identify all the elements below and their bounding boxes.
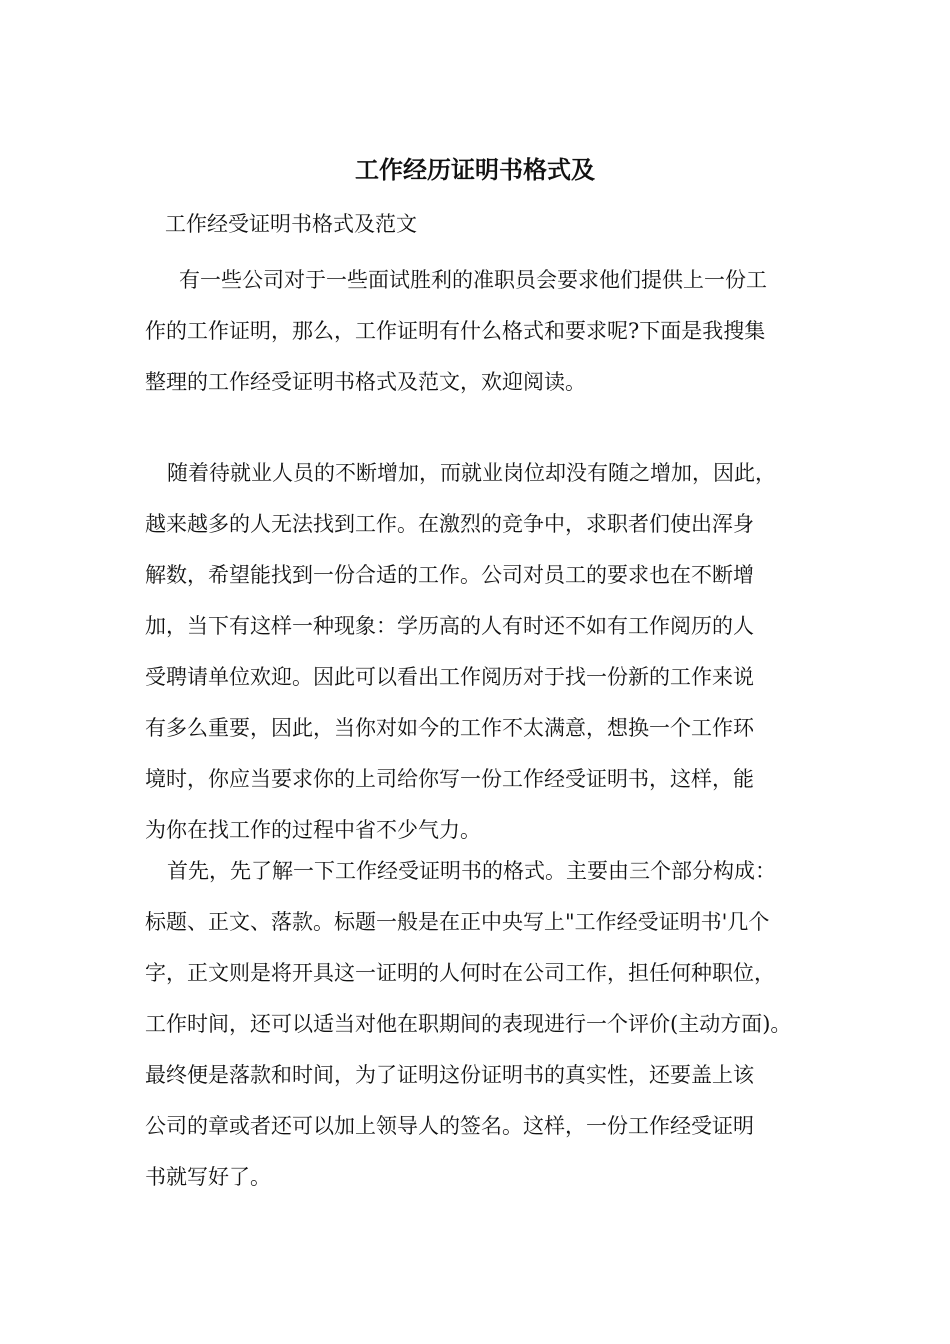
paragraph-line: 受聘请单位欢迎。因此可以看出工作阅历对于找一份新的工作来说 [145,665,754,689]
paragraph-line: 最终便是落款和时间，为了证明这份证明书的真实性，还要盖上该 [145,1063,754,1087]
paragraph-line: 公司的章或者还可以加上领导人的签名。这样，一份工作经受证明 [145,1114,754,1138]
paragraph-line: 作的工作证明，那么，工作证明有什么格式和要求呢?下面是我搜集 [145,319,766,343]
paragraph-line: 首先，先了解一下工作经受证明书的格式。主要由三个部分构成： [167,859,776,883]
paragraph-line: 整理的工作经受证明书格式及范文，欢迎阅读。 [145,370,586,394]
paragraph-line: 加，当下有这样一种现象：学历高的人有时还不如有工作阅历的人 [145,614,754,638]
paragraph-line: 标题、正文、落款。标题一般是在正中央写上"工作经受证明书'几个 [145,910,770,934]
paragraph-line: 有多么重要，因此，当你对如今的工作不太满意，想换一个工作环 [145,716,754,740]
paragraph-format [145,846,825,1203]
paragraph-line: 为你在找工作的过程中省不少气力。 [145,818,481,842]
paragraph-intro [145,255,825,408]
paragraph-line: 随着待就业人员的不断增加，而就业岗位却没有随之增加，因此， [167,461,776,485]
paragraph-line: 工作时间，还可以适当对他在职期间的表现进行一个评价(主动方面)。 [145,1012,792,1036]
paragraph-background [145,448,825,856]
paragraph-line: 书就写好了。 [145,1165,271,1189]
paragraph-line: 字，正文则是将开具这一证明的人何时在公司工作，担任何种职位， [145,961,775,985]
paragraph-line: 有一些公司对于一些面试胜利的准职员会要求他们提供上一份工 [179,268,767,292]
document-subtitle: 工作经受证明书格式及范文 [165,212,417,236]
paragraph-line: 越来越多的人无法找到工作。在激烈的竞争中，求职者们使出浑身 [145,512,754,536]
document-title: 工作经历证明书格式及 [355,155,595,184]
paragraph-line: 境时，你应当要求你的上司给你写一份工作经受证明书，这样，能 [145,767,754,791]
paragraph-line: 解数，希望能找到一份合适的工作。公司对员工的要求也在不断增 [145,563,754,587]
